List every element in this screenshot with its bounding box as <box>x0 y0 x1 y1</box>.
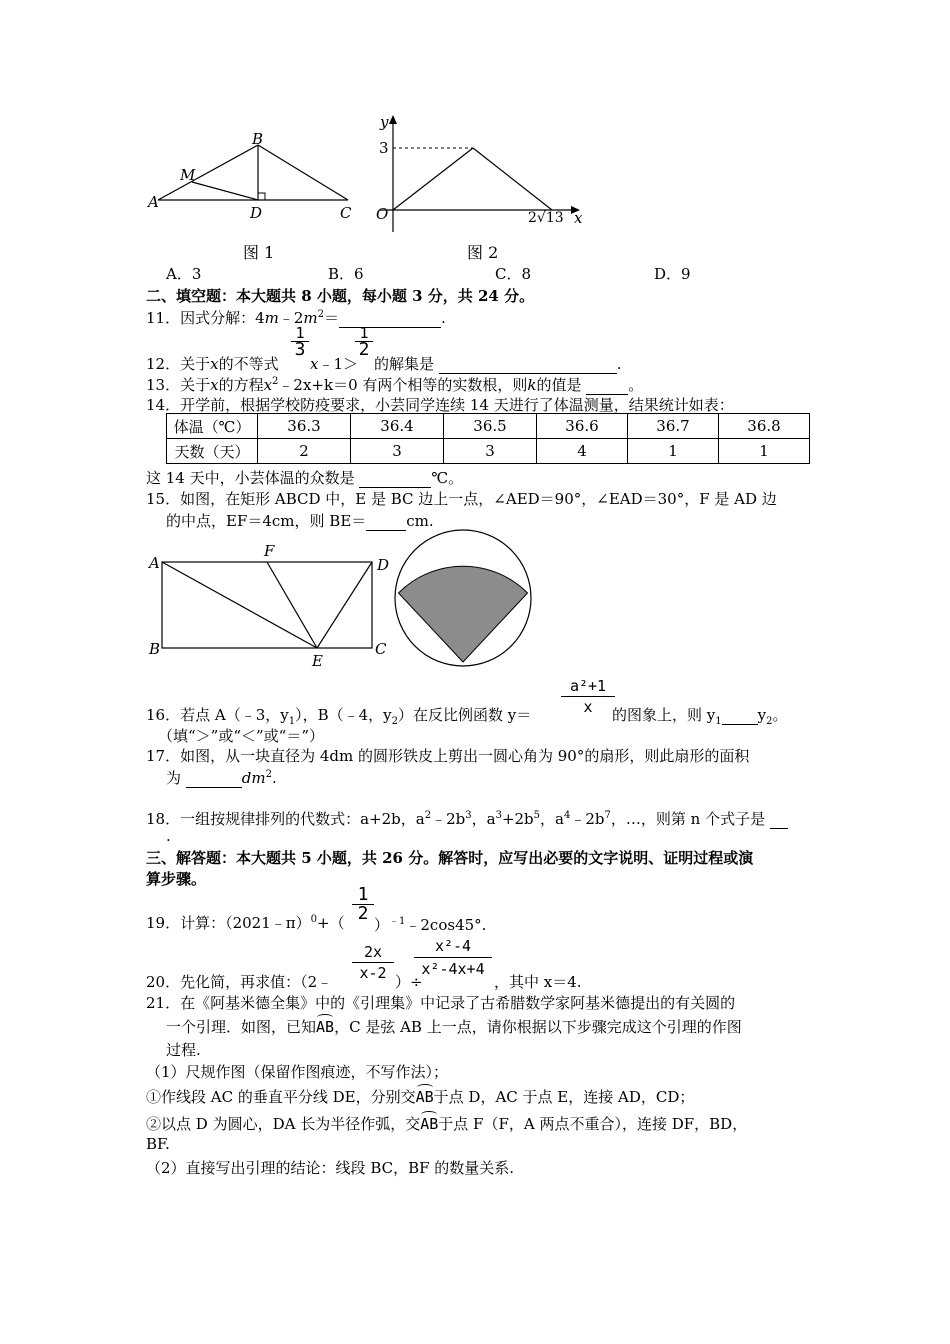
arc-ab: AB <box>415 1088 434 1106</box>
section-2-heading: 二、填空题：本大题共 8 小题，每小题 3 分，共 24 分。 <box>146 287 535 305</box>
fig2-label-xend: 2√13 <box>528 210 564 226</box>
section-3-heading-line2: 算步骤。 <box>146 870 207 888</box>
question-15-line1: 15．如图，在矩形 ABCD 中，E 是 BC 边上一点，∠AED＝90°，∠EAD＝30°，F 是 AD 边 <box>146 490 777 508</box>
fig15-label-a: A <box>149 554 160 572</box>
question-20-pre: 20．先化简，再求值：（2﹣ <box>146 973 333 991</box>
q12-fraction-2: 1 2 <box>355 325 373 358</box>
figure-15-rectangle <box>150 540 400 670</box>
question-17-line2: 为 $dm^2$. <box>166 769 277 787</box>
table-cell: 36.6 <box>537 414 628 439</box>
q12-mid: x﹣1＞ <box>310 355 359 373</box>
question-15-line2: 的中点，EF＝4cm，则 BE＝ cm. <box>166 512 434 530</box>
question-21-step1: ①作线段 AC 的垂直平分线 DE，分别交AB于点 D，AC 于点 E，连接 AD，CD； <box>146 1088 695 1106</box>
question-21-part2: （2）直接写出引理的结论：线段 BC，BF 的数量关系. <box>146 1159 515 1177</box>
temperature-table <box>166 413 810 464</box>
arc-ab: AB <box>316 1018 335 1036</box>
q12-post: 的解集是 . <box>374 355 622 373</box>
answer-blank-12 <box>439 355 617 374</box>
fig2-caption: 图 2 <box>467 243 499 262</box>
answer-blank-14 <box>359 469 431 488</box>
question-16-line1-pre: 16．若点 A（﹣3，$y_1$），B（﹣4，$y_2$）在反比例函数 y＝ <box>146 706 532 727</box>
table-cell: 36.4 <box>351 414 444 439</box>
question-21-line1: 21．在《阿基米德全集》中的《引理集》中记录了古希腊数学家阿基米德提出的有关圆的 <box>146 994 736 1012</box>
question-17-line1: 17．如图，从一块直径为 4dm 的圆形铁皮上剪出一圆心角为 90°的扇形，则此扇形的面积 <box>146 747 750 765</box>
table-header-cell: 体温（℃） <box>167 414 258 439</box>
option-a: A．3 <box>166 265 202 283</box>
question-13: 13．关于x的方程$x^2﹣2x+k=0$ 有两个相等的实数根，则k的值是 。 <box>146 376 644 394</box>
fig2-label-y: y <box>380 113 389 131</box>
table-cell: 36.5 <box>444 414 537 439</box>
fig1-caption: 图 1 <box>243 243 275 262</box>
fig15-label-f: F <box>264 542 275 560</box>
table-cell: 2 <box>258 439 351 464</box>
question-19-post: ）$^{﹣1}$﹣2cos45°. <box>374 916 487 934</box>
fig1-label-c: C <box>340 204 352 222</box>
answer-blank-18 <box>770 810 788 829</box>
q12-fraction-1: 1 3 <box>291 325 309 358</box>
table-cell: 3 <box>444 439 537 464</box>
question-11: 11．因式分解：$4m﹣2m^2=$ . <box>146 309 446 327</box>
table-header-cell: 天数（天） <box>167 439 258 464</box>
question-18-dot: . <box>166 827 171 845</box>
q19-fraction: 1 2 <box>352 886 374 923</box>
question-14-after: 这 14 天中，小芸体温的众数是 ℃。 <box>146 469 464 487</box>
fig1-label-d: D <box>250 204 263 222</box>
fig15-label-d: D <box>377 556 390 574</box>
answer-blank-13 <box>586 376 628 395</box>
answer-blank-16 <box>722 706 758 725</box>
option-b: B．6 <box>328 265 364 283</box>
fig2-label-3: 3 <box>379 139 389 157</box>
table-row <box>167 439 810 464</box>
question-16-line2: （填“＞”或“＜”或“＝”） <box>158 727 325 745</box>
option-c: C．8 <box>495 265 532 283</box>
fig1-label-b: B <box>252 130 264 148</box>
q20-fraction-2: x²-4 x²-4x+4 <box>414 938 492 977</box>
q16-fraction: a²+1 x <box>561 678 615 715</box>
fig1-label-m: M <box>180 166 196 184</box>
table-cell: 36.3 <box>258 414 351 439</box>
option-d: D．9 <box>654 265 691 283</box>
question-19-pre: 19．计算：（2021﹣π）$^0$+（ <box>146 914 345 932</box>
table-cell: 1 <box>719 439 810 464</box>
section-3-heading-line1: 三、解答题：本大题共 5 小题，共 26 分。解答时，应写出必要的文字说明、证明过程或演 <box>146 849 754 867</box>
fig2-label-o: O <box>376 205 389 223</box>
question-18: 18．一组按规律排列的代数式：a+2b，$a^2﹣2b^3$，$a^3+2b^5$，$a^4﹣2b^7$，…，则第 n 个式子是 <box>146 808 788 829</box>
table-cell: 1 <box>628 439 719 464</box>
table-cell: 36.7 <box>628 414 719 439</box>
question-21-step2: ②以点 D 为圆心，DA 长为半径作弧，交AB于点 F（F，A 两点不重合），连接 DF，BD， <box>146 1115 748 1133</box>
table-cell: 36.8 <box>719 414 810 439</box>
fig15-label-c: C <box>375 640 387 658</box>
q20-fraction-1: 2x x-2 <box>352 944 394 981</box>
question-20-mid: ）÷ <box>395 973 423 991</box>
answer-blank-17 <box>186 769 242 788</box>
question-20-post: ，其中 x＝4. <box>494 973 582 991</box>
question-21-step2-line2: BF. <box>146 1135 170 1153</box>
fig1-label-a: A <box>148 193 159 211</box>
figure-17-circle-sector <box>392 528 534 670</box>
table-row <box>167 414 810 439</box>
question-21-part1: （1）尺规作图（保留作图痕迹，不写作法）； <box>146 1063 449 1081</box>
question-21-line2: 一个引理．如图，已知AB，C 是弦 AB 上一点，请你根据以下步骤完成这个引理的作图 <box>166 1018 742 1036</box>
q12-pre: 12．关于x的不等式 <box>146 355 279 373</box>
table-cell: 3 <box>351 439 444 464</box>
fig15-label-b: B <box>149 640 161 658</box>
question-14-text: 14．开学前，根据学校防疫要求，小芸同学连续 14 天进行了体温测量，结果统计如表： <box>146 396 734 414</box>
arc-ab: AB <box>420 1115 439 1133</box>
question-21-line3: 过程. <box>166 1041 201 1059</box>
table-cell: 4 <box>537 439 628 464</box>
fig2-label-x: x <box>574 209 583 227</box>
fig15-label-e: E <box>312 652 323 670</box>
question-16-line1-post: 的图象上，则 $y_1$ $y_2$。 <box>612 706 788 727</box>
